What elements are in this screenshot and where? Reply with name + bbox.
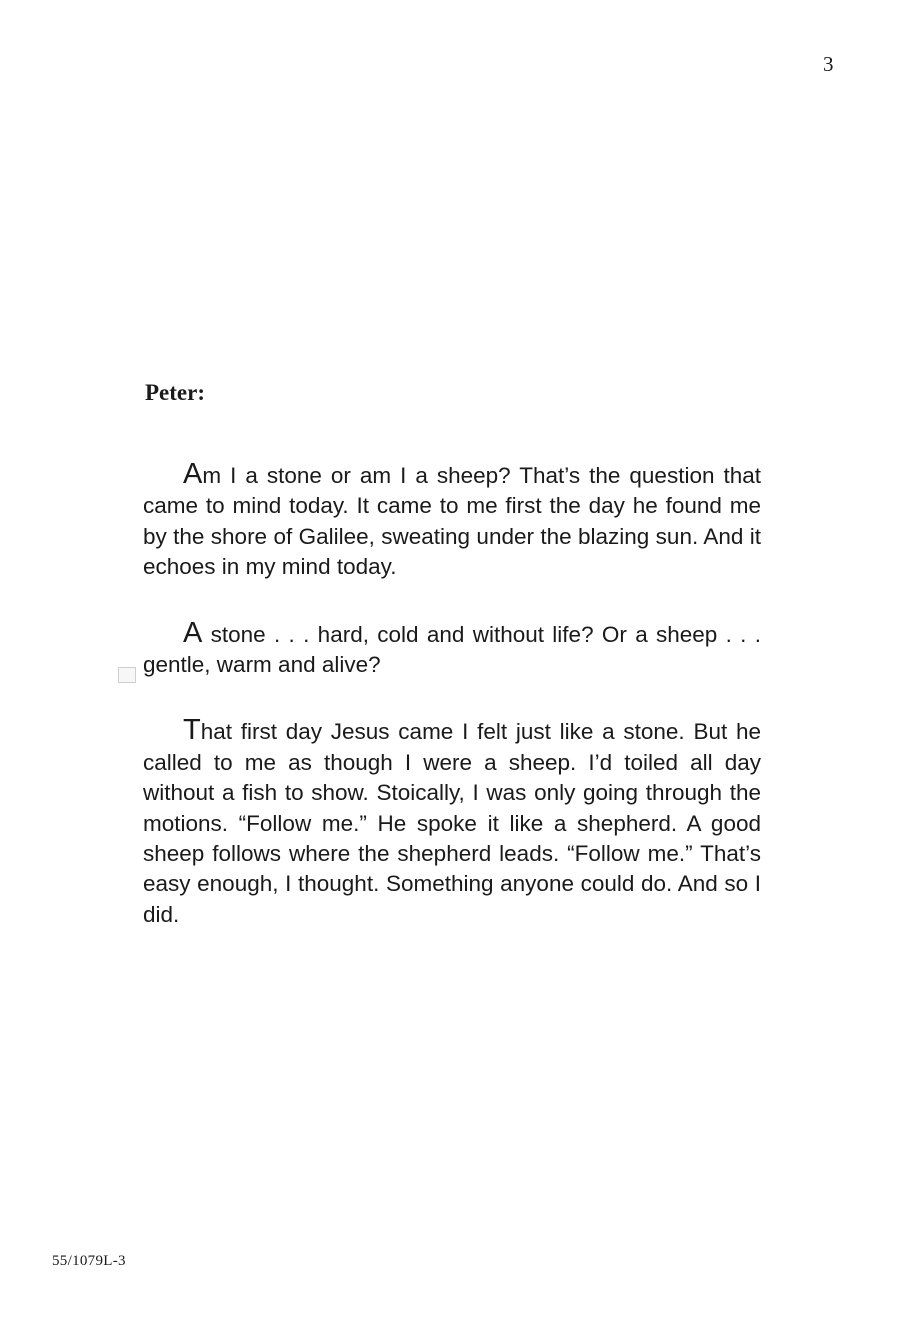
paragraph-3 [143, 716, 761, 930]
paragraph-2-initial: A [183, 616, 203, 649]
paragraph-2-text: stone . . . hard, cold and without life? Or a sheep . . . gentle, warm and alive? [143, 621, 761, 678]
footer-code: 55/1079L-3 [52, 1253, 126, 1269]
margin-mark [118, 667, 136, 683]
monologue-body [143, 460, 761, 966]
paragraph-1 [143, 460, 761, 583]
page-number: 3 [823, 52, 834, 76]
speaker-name: Peter: [145, 380, 205, 405]
paragraph-2 [143, 616, 761, 681]
paragraph-1-initial: A [183, 458, 203, 490]
paragraph-1-text: m I a stone or am I a sheep? That’s the question that came to mind today. It came to me first the day he found me by the shore of Galilee, sweating under the blazing sun. And it echoes in my mind today. [143, 463, 761, 580]
paragraph-3-text: hat first day Jesus came I felt just like a stone. But he called to me as though I were a sheep. I’d toiled all day without a fish to show. Stoically, I was only going through the motions. “Follow me.” He spoke it like a shepherd. A good sheep follows where the shepherd leads. “Follow me.” That’s easy enough, I thought. Something anyone could do. And so I did. [143, 719, 761, 927]
paragraph-3-initial: T [183, 714, 201, 747]
